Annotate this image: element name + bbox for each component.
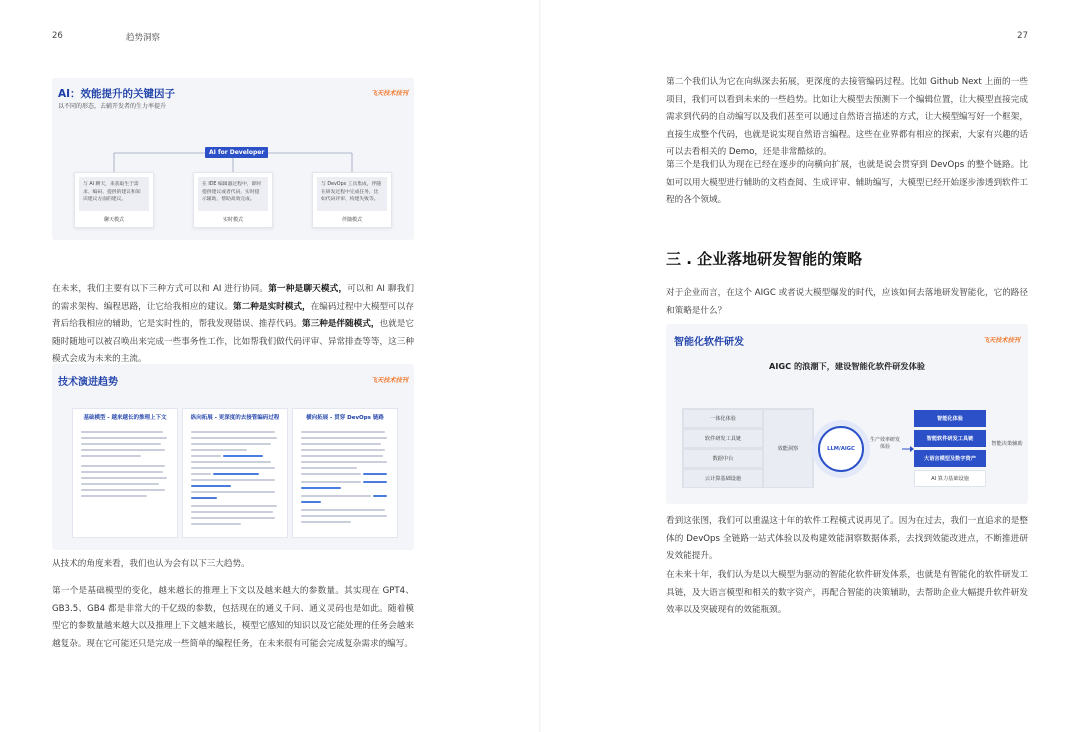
publication-logo: 飞天技术技刊: [370, 377, 408, 384]
mode-desc: 与 AI 聊天，来获取生于需求、编码、提供的建议和知识建议方面的建议。: [79, 177, 149, 211]
ai-infra-box: AI 算力基础设施: [914, 470, 986, 487]
trend-column-vertical: [182, 408, 288, 538]
paragraph-enterprise-question: 对于企业而言，在这个 AIGC 或者说大模型爆发的时代，应该如何去落地研发智能化，它的路径和策略是什么？: [666, 288, 1028, 316]
trend-column-head: 横向拓展 - 贯穿 DevOps 链路: [306, 415, 384, 421]
paragraph-trends-intro: 从技术的角度来看，我们也认为会有以下三大趋势。: [52, 559, 250, 569]
decision-support-label: 智能决策辅助: [991, 441, 1023, 447]
section-heading: 三 . 企业落地研发智能的策略: [666, 250, 863, 268]
paragraph-vertical-expansion: 第二个我们认为它在向纵深去拓展，更深度的去接管编码过程。比如 Github Next 上面的一些项目，我们可以看到未来的一些趋势。比如让大模型去预测下一个编辑位置，让大模型直接完成需求到代码的自动编写以及我们甚至可以通过自然语言描述的方式，让大模型编写好一个框架，直接生成整个代码，也就是说实现自然语言编程。这些在业界都有相应的探索，大家有兴趣的话可以去看相关的 Demo，还是非常酷炫的。: [666, 77, 1028, 157]
paragraph-base-model: 第一个是基础模型的变化，越来越长的推理上下文以及越来越大的参数量。其实现在 GPT4、GB3.5、GB4 都是非常大的千亿级的参数，包括现在的通义千问、通义灵码也是如此。随着模型它的参数量越来越大以及推理上下文越来越长，模型它感知的知识以及它能处理的任务会越来越复杂。现在它可能还只是完成一些简单的编程任务，在未来很有可能会完成复杂需求的编写。: [52, 586, 414, 649]
mode-label: 聊天模式: [103, 217, 124, 223]
trend-column-head: 纵向拓展 - 更深度的去接管编码过程: [190, 415, 280, 421]
link-github-next[interactable]: [223, 455, 263, 457]
arrow-label: 生产效率研发体验: [869, 437, 900, 450]
mode-card-chat: [74, 172, 154, 228]
figure-subtitle: AIGC 的浪潮下，建设智能化软件研发体验: [769, 361, 925, 371]
mode-desc: 与 DevOps 工具集成，伴随在研发过程中完成任务，比如代码评审、构建失败等。: [317, 177, 387, 211]
llm-aigc-circle: LLM/AIGC: [818, 426, 864, 472]
mode-card-realtime: [193, 172, 273, 228]
mode-label: 伴随模式: [341, 217, 362, 223]
trend-column-head: 基础模型 - 越来越长的推理上下文: [83, 415, 167, 421]
page-number: 27: [1017, 31, 1028, 41]
efficiency-insight-box: 效能洞察: [764, 410, 812, 487]
running-head: 趋势洞察: [126, 33, 161, 43]
right-box: 智能化体验: [914, 410, 986, 427]
left-box: 数据中台: [684, 450, 762, 467]
publication-logo: 飞天技术技刊: [982, 337, 1020, 344]
figure-title: 智能化软件研发: [674, 337, 744, 348]
paragraph-next-decade: 在未来十年，我们认为是以大模型为驱动的智能化软件研发体系，也就是有智能化的软件研发工具链，及大语言模型和相关的数字资产，再配合智能的决策辅助，去帮助企业大幅提升软件研发效率以及突破现有的效能瓶颈。: [666, 570, 1028, 615]
right-box: 大语言模型及数字资产: [914, 450, 986, 467]
paragraph-horizontal-expansion: 第三个是我们认为现在已经在逐步的向横向扩展，也就是说会贯穿到 DevOps 的整个链路。比如可以用大模型进行辅助的文档查阅、生成评审、辅助编写，大模型已经开始逐步渗透到软件工程的各个领域。: [666, 160, 1028, 205]
link-speclang[interactable]: [191, 497, 217, 499]
left-box: 云计算基础设施: [684, 470, 762, 487]
left-box: 一体化体验: [684, 410, 762, 427]
figure-tech-trends: [52, 364, 414, 550]
trend-column-base-model: [72, 408, 178, 538]
left-box: 软件研发工具链: [684, 430, 762, 447]
link-open-copilot-2[interactable]: [301, 501, 321, 503]
link-copilot-labs[interactable]: [191, 485, 231, 487]
trend-column-horizontal: [292, 408, 398, 538]
mode-label: 实时模式: [222, 217, 243, 223]
right-box: 智能软件研发工具链: [914, 430, 986, 447]
link-copilot-for-pr-2[interactable]: [301, 487, 341, 489]
paragraph-figure-commentary: 看到这张图，我们可以重温这十年的软件工程模式说再见了。因为在过去，我们一直追求的是整体的 DevOps 全链路一站式体验以及构建效能洞察数据体系，去找到效能改进点，不断推进研发效能提升。: [666, 516, 1028, 561]
ai-for-developer-tag: AI for Developer: [205, 147, 268, 158]
page-number: 26: [52, 31, 63, 41]
figure-intelligent-dev: [666, 324, 1028, 504]
link-copilot-for-docs[interactable]: [363, 473, 387, 475]
paragraph-collab-modes: 在未来，我们主要有以下三种方式可以和 AI 进行协同。第一种是聊天模式，可以和 AI 聊我们的需求架构、编程思路，让它给我相应的建议。第二种是实时模式，在编码过程中大模型可以存背后给我相应的辅助，它是实时性的，帮我发现错误、推荐代码。第三种是伴随模式，也就是它随时随地可以被召唤出来完成一些事务性工作，比如帮我们做代码评审、异常排查等等，这三种模式会成为未来的主流。: [52, 284, 414, 364]
link-copilot-for-prs[interactable]: [213, 473, 259, 475]
mode-desc: 在 IDE 编辑器过程中，即时提供建议或者代码，实时提示辅助，帮助高效完成。: [198, 177, 268, 211]
figure-subtitle: 以不同的形态，去辅开发者的生力率提升: [58, 103, 167, 110]
right-page: [540, 0, 1080, 732]
link-open-copilot[interactable]: [373, 495, 387, 497]
mode-card-companion: [312, 172, 392, 228]
figure-title: 技术演进趋势: [58, 377, 118, 388]
link-copilot-for-pr[interactable]: [363, 481, 387, 483]
publication-logo: 飞天技术技刊: [370, 90, 408, 97]
figure-ai-efficiency: [52, 78, 414, 240]
figure-title: AI：效能提升的关键因子: [58, 88, 176, 100]
